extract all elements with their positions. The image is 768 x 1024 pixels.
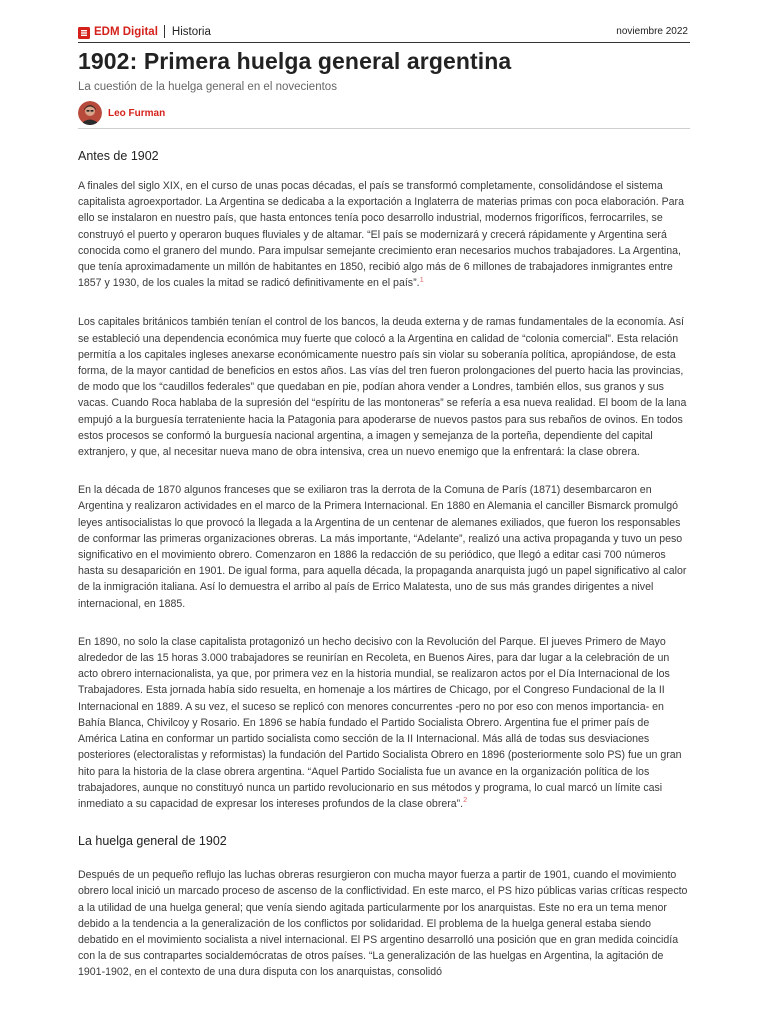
page-subtitle: La cuestión de la huelga general en el novecientos — [78, 81, 337, 93]
header-rule — [78, 42, 690, 43]
paragraph-text: En la década de 1870 algunos franceses que se exiliaron tras la derrota de la Comuna de París (1871) desembarcaron en Argentina y realizaron actividades en el marco de la Primera Internacional. En 1880 en Alemania el canciller Bismarck promulgó leyes antisocialistas lo que provocó la llegada a la Argentina de un centenar de alemanes exiliados, que fueron los responsables de conformar las primeras organizaciones obreras. La más importante, “Adelante”, realizó una activa propaganda y tuvo un peso significativo en el movimiento obrero. Comenzaron en 1886 la redacción de su periódico, que llegó a editar casi 700 números hasta su desaparición en 1901. De igual forma, para aquella década, la propaganda anarquista jugó un papel significativo al calor de la inmigración italiana. Así lo demuestra el arribo al país de Errico Malatesta, uno de sus más grandes dirigentes a nivel internacional, en 1885. — [78, 484, 687, 610]
paragraph — [78, 314, 690, 460]
section-link[interactable]: Historia — [171, 25, 211, 38]
brand-separator — [164, 25, 165, 38]
paragraph — [78, 867, 690, 980]
page-title: 1902: Primera huelga general argentina — [78, 48, 512, 74]
brand[interactable] — [78, 25, 211, 38]
publication-date: noviembre 2022 — [616, 26, 688, 37]
footnote-ref[interactable] — [463, 794, 467, 804]
avatar[interactable] — [78, 101, 102, 125]
edm-logo-icon — [78, 26, 90, 38]
section-heading: La huelga general de 1902 — [78, 834, 227, 849]
header-divider — [78, 128, 690, 129]
paragraph — [78, 178, 690, 291]
brand-name[interactable]: EDM Digital — [94, 25, 158, 38]
paragraph-text: A finales del siglo XIX, en el curso de unas pocas décadas, el país se transformó completamente, consolidándose el sistema capitalista agroexportador. La Argentina se dedicaba a la exportación a Inglaterra de materias primas con poca elaboración. Para ello se instalaron en nuestro país, que hasta entonces tenía poco desarrollo industrial, modernos frigoríficos, ferrocarriles, se construyó el puerto y operaron buques fluviales y de altamar. “El país se modernizará y crecerá rápidamente y Argentina será conocida como el granero del mundo. Para impulsar semejante crecimiento eran necesarios muchos trabajadores. La Argentina, que tenía aproximadamente un millón de habitantes en 1850, recibió algo más de 6 millones de trabajadores inmigrantes entre 1857 y 1930, de los cuales la mitad se radicó definitivamente en el país”. — [78, 180, 684, 290]
article-body — [78, 138, 690, 981]
top-bar — [78, 22, 690, 44]
paragraph-text: Después de un pequeño reflujo las luchas obreras resurgieron con mucha mayor fuerza a partir de 1901, cuando el movimiento obrero local inició un marcado proceso de ascenso de la conflictividad. En este marco, el PS hizo públicas varias críticas respecto a la utilidad de una huelga general; que venía siendo agitada particularmente por los anarquistas. Este no era un tema menor debido a la tendencia a la generalización de los conflictos por solidaridad. El problema de la huelga general estaba siendo debatido en el movimiento socialista a nivel internacional. El PS argentino desarrolló una posición que en gran medida coincidía con la de sus contrapartes socialdemócratas de otros países. “La generalización de las huelgas en Argentina, la agitación de 1901-1902, en el contexto de una dura disputa con los anarquistas, consolidó — [78, 869, 688, 979]
author-byline — [78, 101, 165, 125]
paragraph-text: En 1890, no solo la clase capitalista protagonizó un hecho decisivo con la Revolución del Parque. El jueves Primero de Mayo alrededor de las 15 horas 3.000 trabajadores se reunirían en Recoleta, en Buenos Aires, para dar lugar a la celebración de un acto obrero internacionalista, ya que, por primera vez en la historia mundial, se realizaron actos por el Día Internacional de los Trabajadores. Esta jornada había sido resuelta, en homenaje a los mártires de Chicago, por el Congreso Fundacional de la II Internacional en 1889. A su vez, el suceso se replicó con menores concurrentes -pero no por eso con menos importancia- en Bahía Blanca, Chivilcoy y Rosario. En 1896 se había fundado el Partido Socialista Obrero. Argentina fue el primer país de América Latina en conformar un partido socialista como sección de la II Internacional. Más allá de todas sus desviaciones posteriores (electoralistas y reformistas) la fundación del Partido Socialista Obrero en 1896 (posteriormente solo PS) fue un gran hito para la historia de la clase obrera argentina. “Aquel Partido Socialista fue un avance en la organización política de los trabajadores, aunque no constituyó nunca un partido revolucionario en sus métodos y programa, lo cual marcó un límite casi inmediato a su capacidad de expresar los intereses profundos de la clase obrera”. — [78, 635, 682, 810]
section-heading: Antes de 1902 — [78, 149, 159, 163]
footnote-ref[interactable] — [420, 274, 424, 284]
author-name[interactable]: Leo Furman — [108, 107, 166, 119]
footnote-link[interactable]: 1 — [419, 274, 424, 284]
paragraph — [78, 634, 690, 812]
paragraph — [78, 482, 690, 612]
footnote-link[interactable]: 2 — [463, 795, 468, 805]
paragraph-text: Los capitales británicos también tenían el control de los bancos, la deuda externa y de ramas fundamentales de la economía. Así se estableció una dependencia económica muy fuerte que colocó a la Argentina en calidad de “colonia comercial”. Esta relación permitía a los capitales ingleses anexarse económicamente nuestro país sin violar su soberanía política, apropiándose, de esta forma, de la mayor cantidad de beneficios en estos años. Las vías del tren fueron prolongaciones del puerto hacia las provincias, de modo que los “caudillos federales” que quedaban en pie, podían ahora vender a Londres, también ellos, sus granos y sus vacas. Cuando Roca hablaba de la supresión del “espíritu de las montoneras” se refería a esa nueva realidad. El boom de la lana empujó a la burguesía terrateniente hacia la Patagonia para apoderarse de nuevos pastos para sus rebaños de ovinos. En todos estos procesos se conformó la burguesía nacional argentina, a imagen y semejanza de la porteña, dependiente del capital extranjero, y que, al necesitar nueva mano de obra intensiva, crea un nuevo enemigo que la enfrentará: la clase obrera. — [78, 316, 687, 459]
